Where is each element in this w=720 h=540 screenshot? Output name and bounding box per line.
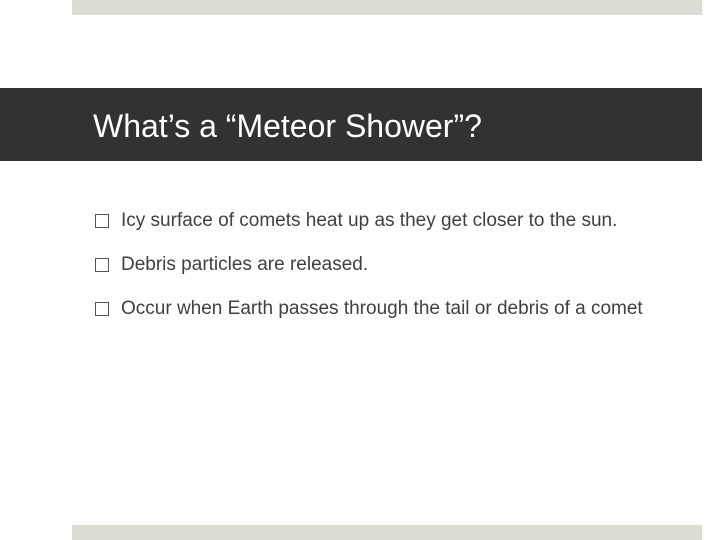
bullet-text: Debris particles are released. bbox=[121, 254, 369, 275]
checkbox-bullet-icon bbox=[95, 214, 109, 228]
bullet-text: Icy surface of comets heat up as they get closer to the sun. bbox=[121, 210, 618, 231]
bullet-text: Occur when Earth passes through the tail or debris of a comet bbox=[121, 298, 643, 319]
checkbox-bullet-icon bbox=[95, 258, 109, 272]
bullet-item bbox=[95, 295, 643, 323]
bottom-decorative-bar bbox=[72, 525, 702, 540]
bullet-item bbox=[95, 207, 643, 235]
bullet-item bbox=[95, 251, 643, 279]
bullet-list bbox=[95, 207, 643, 339]
slide-title: What’s a “Meteor Shower”? bbox=[93, 108, 482, 144]
top-decorative-bar bbox=[72, 0, 702, 15]
checkbox-bullet-icon bbox=[95, 302, 109, 316]
